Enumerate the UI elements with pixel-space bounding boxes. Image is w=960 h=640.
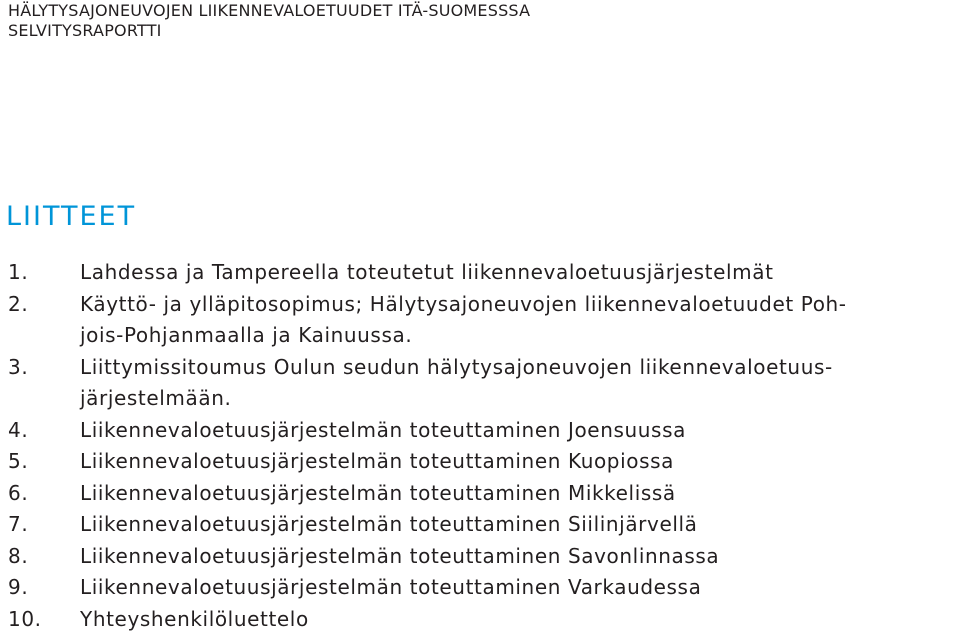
list-item-text [80, 541, 719, 573]
list-item [8, 415, 956, 447]
section-title: LIITTEET [6, 201, 137, 232]
list-item-line: järjestelmään. [80, 386, 232, 410]
list-item [8, 604, 956, 636]
report-title: HÄLYTYSAJONEUVOJEN LIIKENNEVALOETUUDET ITÄ-SUOMESSSA [8, 1, 531, 20]
list-item-text [80, 352, 833, 415]
list-item [8, 541, 956, 573]
list-item [8, 478, 956, 510]
list-item-text [80, 415, 686, 447]
list-item-text [80, 509, 698, 541]
list-item-text [80, 604, 309, 636]
list-item-line: Liittymissitoumus Oulun seudun hälytysajoneuvojen liikennevaloetuus- [80, 354, 833, 379]
list-item-line: Liikennevaloetuusjärjestelmän toteuttaminen Savonlinnassa [80, 543, 720, 568]
list-item-text [80, 289, 847, 352]
list-item-line: Liikennevaloetuusjärjestelmän toteuttaminen Joensuussa [80, 417, 686, 442]
list-item-text [80, 446, 674, 478]
list-item [8, 572, 956, 604]
list-item-text [80, 478, 676, 510]
list-item-line: Liikennevaloetuusjärjestelmän toteuttaminen Mikkelissä [80, 480, 676, 505]
list-item-line: Liikennevaloetuusjärjestelmän toteuttaminen Varkaudessa [80, 575, 702, 599]
appendix-list [8, 257, 956, 635]
list-item-number: 8. [8, 543, 29, 568]
list-item-number: 5. [8, 449, 29, 473]
list-item [8, 352, 956, 415]
list-item-line: Käyttö- ja ylläpitosopimus; Hälytysajoneuvojen liikennevaloetuudet Poh- [80, 291, 847, 316]
list-item-number: 1. [8, 260, 29, 284]
list-item [8, 509, 956, 541]
list-item-number: 10. [8, 606, 42, 631]
list-item-number: 6. [8, 480, 29, 505]
list-item [8, 257, 956, 289]
list-item-number: 7. [8, 512, 29, 536]
list-item-number: 9. [8, 575, 29, 599]
list-item-number: 2. [8, 291, 29, 316]
list-item [8, 289, 956, 352]
list-item-number: 3. [8, 354, 29, 379]
list-item-line: Yhteyshenkilöluettelo [80, 606, 309, 631]
list-item-line: Lahdessa ja Tampereella toteutetut liikennevaloetuusjärjestelmät [80, 260, 774, 284]
document-header [8, 1, 530, 41]
list-item-text [80, 257, 774, 289]
list-item-line: jois-Pohjanmaalla ja Kainuussa. [80, 323, 413, 347]
list-item-line: Liikennevaloetuusjärjestelmän toteuttaminen Kuopiossa [80, 449, 674, 473]
list-item-number: 4. [8, 417, 29, 442]
list-item-line: Liikennevaloetuusjärjestelmän toteuttaminen Siilinjärvellä [80, 512, 698, 536]
list-item [8, 446, 956, 478]
report-subtitle: SELVITYSRAPORTTI [8, 21, 162, 40]
list-item-text [80, 572, 701, 604]
